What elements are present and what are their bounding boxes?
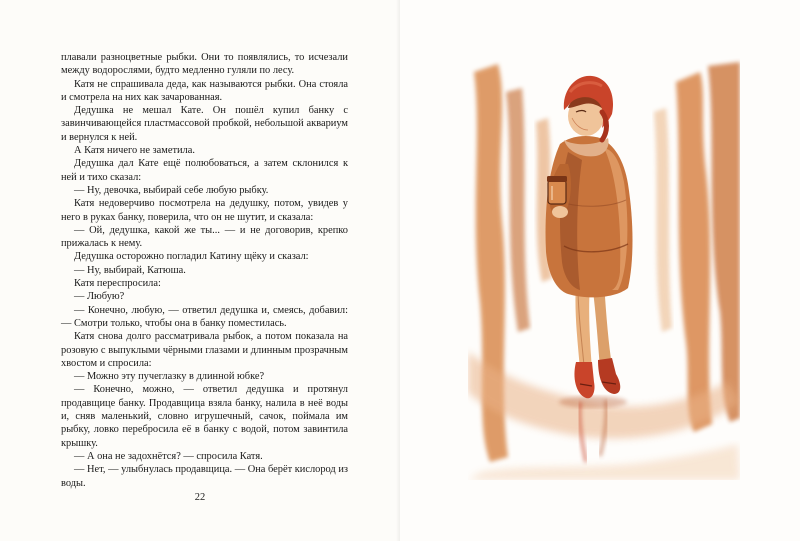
story-text [61,51,348,490]
paragraph: Катя переспросила: [74,278,161,290]
paragraph: А Катя ничего не заметила. [74,145,195,157]
paragraph: Катя снова долго рассматривала рыбок, а потом показала на розовую с выпуклыми чёрными глазами и длинным прозрачным хвостом и спросила: [61,331,348,369]
paragraph: Катя недоверчиво посмотрела на дедушку, потом, увидев у него в руках банку, поверила, что он не шутит, и сказала: [61,198,348,223]
paragraph: — Ну, девочка, выбирай себе любую рыбку. [74,184,269,196]
paragraph: — Нет, — улыбнулась продавщица. — Она берёт кислород из воды. [61,464,348,489]
paragraph: плавали разноцветные рыбки. Они то появлялись, то исчезали между водорослями, будто медленно гуляли по лесу. [61,52,348,77]
paragraph: — Ну, выбирай, Катюша. [74,264,186,276]
paragraph: Катя не спрашивала деда, как называются рыбки. Она стояла и смотрела на них как зачарованная. [61,78,348,103]
paragraph: — Ой, дедушка, какой же ты... — и не договорив, крепко прижалась к нему. [61,224,348,250]
paragraph: Дедушка осторожно погладил Катину щёку и сказал: [74,251,309,263]
girl-figure [546,76,633,408]
paragraph: — Конечно, любую, — ответил дедушка и, смеясь, добавил: — Смотри только, чтобы она в банку поместилась. [61,304,348,329]
paragraph: — А она не задохнётся? — спросила Катя. [74,450,263,462]
paragraph: Дедушка не мешал Кате. Он пошёл купил банку с завинчивающейся пластмассовой пробкой, небольшой аквариум и вернулся к ней. [61,105,348,143]
paragraph: — Любую? [74,291,125,303]
page-number: 22 [194,492,206,503]
watercolor-illustration [468,52,740,480]
paragraph: — Можно эту пучеглазку в длинной юбке? [74,371,265,383]
paragraph: Дедушка дал Кате ещё полюбоваться, а затем склонился к ней и тихо сказал: [61,158,348,183]
paragraph: — Конечно, можно, — ответил дедушка и протянул продавщице банку. Продавщица взяла банку, налила в неё воды и, сняв маленький, словно игрушечный, сачок, поймала им рыбку, ловко перебросила её в банку с водой, потом завинтила крышку. [61,384,348,449]
